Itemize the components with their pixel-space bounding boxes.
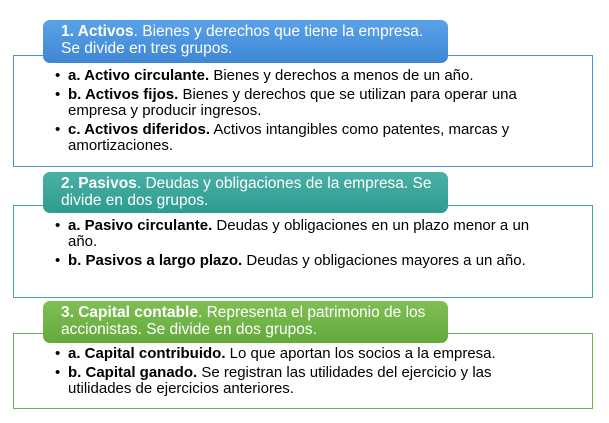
item-text: Deudas y obligaciones en un plazo menor a un año. bbox=[68, 217, 530, 250]
section-description: . Deudas y obligaciones de la empresa. Se divide en dos grupos. bbox=[61, 175, 432, 209]
list-item bbox=[52, 87, 552, 119]
section-description: . Bienes y derechos que tiene la empresa. Se divide en tres grupos. bbox=[61, 23, 424, 57]
item-text: Activos intangibles como patentes, marcas y amortizaciones. bbox=[68, 121, 510, 154]
section-title: 1. Activos bbox=[61, 23, 134, 40]
list-item bbox=[52, 253, 552, 269]
item-text: Bienes y derechos que se utilizan para operar una empresa y producir ingresos. bbox=[68, 86, 517, 119]
item-text: Se registran las utilidades del ejercicio y las utilidades de ejercicios anteriores. bbox=[68, 364, 492, 397]
list-item bbox=[52, 122, 552, 154]
section-title: 2. Pasivos bbox=[61, 175, 137, 192]
list-item bbox=[52, 218, 552, 250]
bullet: • bbox=[55, 121, 61, 138]
section-header bbox=[43, 172, 448, 213]
item-term: a. Capital contribuido. bbox=[68, 345, 226, 362]
bullet: • bbox=[55, 364, 61, 381]
section-header bbox=[43, 20, 448, 63]
item-term: b. Activos fijos. bbox=[68, 86, 179, 103]
bullet: • bbox=[55, 217, 61, 234]
item-term: a. Pasivo circulante. bbox=[68, 217, 213, 234]
section-header bbox=[43, 301, 448, 343]
item-term: b. Pasivos a largo plazo. bbox=[68, 252, 243, 269]
item-list bbox=[52, 68, 552, 157]
bullet: • bbox=[55, 86, 61, 103]
list-item bbox=[52, 346, 552, 362]
item-text: Bienes y derechos a menos de un año. bbox=[209, 67, 474, 84]
item-term: b. Capital ganado. bbox=[68, 364, 198, 381]
bullet: • bbox=[55, 252, 61, 269]
list-item bbox=[52, 365, 552, 397]
bullet: • bbox=[55, 67, 61, 84]
bullet: • bbox=[55, 345, 61, 362]
list-item bbox=[52, 68, 552, 84]
item-text: Lo que aportan los socios a la empresa. bbox=[225, 345, 496, 362]
section-title: 3. Capital contable bbox=[61, 304, 198, 321]
item-list bbox=[52, 218, 552, 272]
item-term: c. Activos diferidos. bbox=[68, 121, 210, 138]
item-text: Deudas y obligaciones mayores a un año. bbox=[242, 252, 526, 269]
item-list bbox=[52, 346, 552, 400]
item-term: a. Activo circulante. bbox=[68, 67, 210, 84]
section-description: . Representa el patrimonio de los accionistas. Se divide en dos grupos. bbox=[61, 304, 426, 338]
